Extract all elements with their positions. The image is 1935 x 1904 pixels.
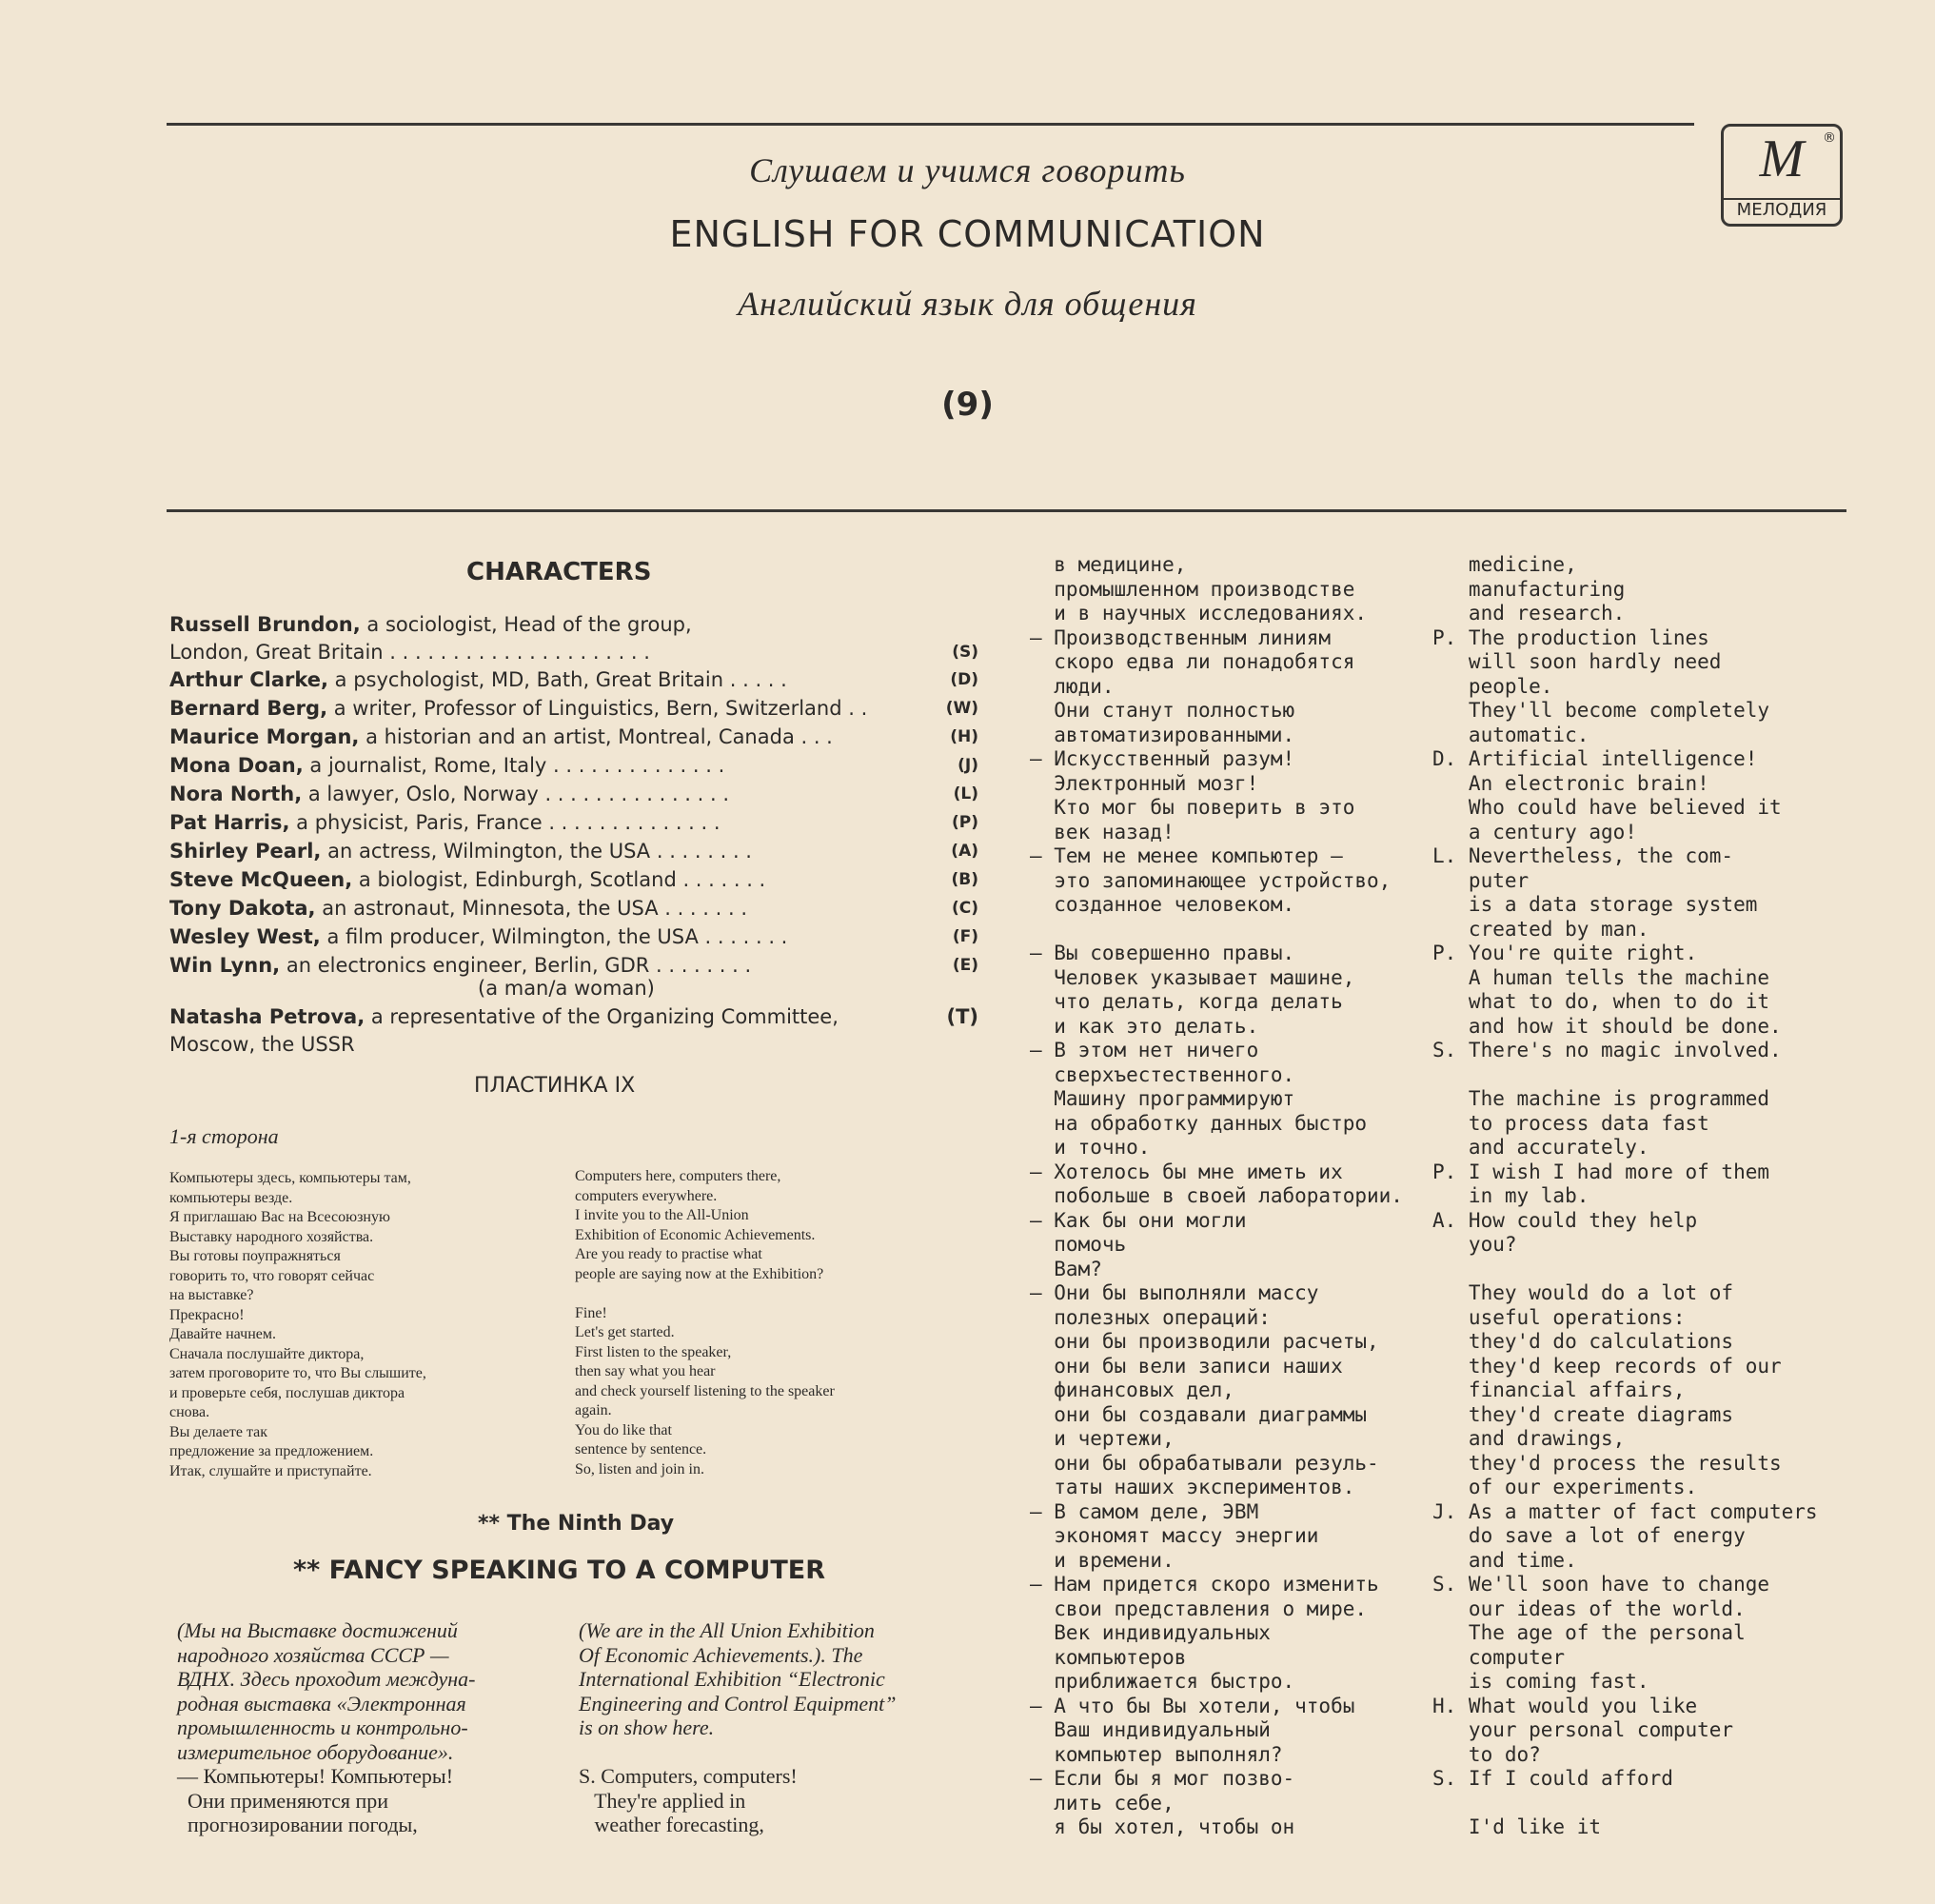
character-name: Natasha Petrova, — [169, 1005, 365, 1028]
character-name: Win Lynn, — [169, 954, 281, 977]
character-desc: a historian and an artist, Montreal, Canada . . . — [365, 725, 833, 748]
character-desc: a representative of the Organizing Committee, — [370, 1005, 839, 1028]
character-name: Shirley Pearl, — [169, 840, 322, 863]
character-desc: a physicist, Paris, France . . . . . . . . . . . . . . — [296, 811, 721, 834]
intro-russian: Компьютеры здесь, компьютеры там, компьютеры везде. Я приглашаю Вас на Всесоюзную Выставку народного хозяйства. Вы готовы поупражняться говорить то, что говорят сейчас на выставке? Прекрасно! Давайте начнем. Сначала послушайте диктора, затем проговорите то, что Вы слышите, и проверьте себя, послушав диктора снова. Вы делаете так предложение за предложением. Итак, слушайте и приступайте. — [169, 1170, 426, 1479]
character-desc: a writer, Professor of Linguistics, Bern, Switzerland . . — [333, 697, 868, 720]
character-row — [169, 752, 978, 780]
character-code: (B) — [951, 870, 978, 889]
character-name: Arthur Clarke, — [169, 668, 328, 691]
intro-english: Computers here, computers there, computers everywhere. I invite you to the All-Union Exhibition of Economic Achievements. Are you ready to practise what people are saying now at the Exhibition? Fine! Let's get started. First listen to the speaker, then say what you hear and check yourself listening to the speaker again. You do like that sentence by sentence. So, listen and join in. — [575, 1168, 835, 1478]
character-row — [169, 866, 978, 894]
character-row — [169, 611, 978, 666]
character-code: (T) — [946, 1005, 978, 1028]
win-lynn-note: (a man/a woman) — [478, 977, 655, 1000]
dialogue-english-start: S. Computers, computers! They're applied in weather forecasting, — [579, 1764, 798, 1836]
setting-russian: (Мы на Выставке достижений народного хозяйства СССР — ВДНХ. Здесь проходит междуна- родная выставка «Электронная промышленность и контрольно- измерительное оборудование». — [177, 1618, 476, 1764]
character-row — [169, 838, 978, 865]
registered-mark: ® — [1823, 130, 1836, 146]
title-russian-bottom: Английский язык для общения — [738, 285, 1197, 323]
character-code: (A) — [951, 842, 978, 861]
record-side: 1-я сторона — [169, 1124, 279, 1148]
melodiya-logo-icon: M — [1759, 129, 1805, 188]
character-desc2: Moscow, the USSR — [169, 1033, 355, 1056]
dialogue-russian-column: в медицине, промышленном производстве и в научных исследованиях. — Производственным линиям скоро едва ли понадобятся люди. Они станут полностью автоматизированными. — Искусственный разум! Электронный мозг! Кто мог бы поверить в это век назад! — Тем не менее компьютер — это запоминающее устройство, созданное человеком. — Вы совершенно правы. Человек указывает машине, что делать, когда делать и как это делать. — В этом нет ничего сверхъестественного. Машину программируют на обработку данных быстро и точно. — Хотелось бы мне иметь их побольше в своей лаборатории. — Как бы они могли помочь Вам? — Они бы выполняли массу полезных операций: они бы производили расчеты, они бы вели записи наших финансовых дел, они бы создавали диаграммы и чертежи, они бы обрабатывали резуль- таты наших экспериментов. — В самом деле, ЭВМ экономят массу энергии и времени. — Нам придется скоро изменить свои представления о мире. Век индивидуальных компьютеров приближается быстро. — А что бы Вы хотели, чтобы Ваш индивидуальный компьютер выполнял? — Если бы я мог позво- лить себе, я бы хотел, чтобы он — [1030, 553, 1403, 1838]
lesson-title: ** FANCY SPEAKING TO A COMPUTER — [293, 1556, 826, 1585]
character-code: (L) — [953, 784, 978, 803]
character-name: Bernard Berg, — [169, 697, 328, 720]
characters-heading: CHARACTERS — [466, 558, 652, 586]
character-code: (H) — [950, 727, 978, 746]
character-natasha — [169, 1003, 978, 1059]
character-name: Nora North, — [169, 783, 303, 805]
character-row — [169, 781, 978, 808]
character-desc2: London, Great Britain . . . . . . . . . . . . . . . . . . . . . — [169, 641, 650, 664]
top-rule — [167, 123, 1694, 126]
dialogue-russian-start: — Компьютеры! Компьютеры! Они применяются при прогнозировании погоды, — [177, 1764, 454, 1836]
character-row — [169, 809, 978, 837]
character-code: (P) — [952, 813, 978, 832]
character-name: Pat Harris, — [169, 811, 290, 834]
character-code: (S) — [952, 643, 978, 662]
character-name: Wesley West, — [169, 925, 321, 948]
character-desc: a sociologist, Head of the group, — [366, 613, 692, 636]
character-code: (W) — [945, 699, 978, 718]
dialogue-english-column: medicine, manufacturing and research. P. The production lines will soon hardly need people. They'll become completely automatic. D. Artificial intelligence! An electronic brain! Who could have believed it a century ago! L. Nevertheless, the com- puter is a data storage system created by man. P. You're quite right. A human tells the machine what to do, when to do it and how it should be done. S. There's no magic involved. The machine is programmed to process data fast and accurately. P. I wish I had more of them in my lab. A. How could they help you? They would do a lot of useful operations: they'd do calculations they'd keep records of our financial affairs, they'd create diagrams and drawings, they'd process the results of our experiments. J. As a matter of fact computers do save a lot of energy and time. S. We'll soon have to change our ideas of the world. The age of the personal computer is coming fast. H. What would you like your personal computer to do? S. If I could afford I'd like it — [1432, 553, 1818, 1838]
character-row — [169, 666, 978, 694]
character-name: Mona Doan, — [169, 754, 304, 777]
character-name: Russell Brundon, — [169, 613, 361, 636]
character-code: (E) — [952, 956, 978, 975]
character-desc: a journalist, Rome, Italy . . . . . . . . . . . . . . — [309, 754, 725, 777]
setting-english: (We are in the All Union Exhibition Of Economic Achievements.). The International Exhibition “Electronic Engineering and Control Equipment” is on show here. — [579, 1618, 897, 1739]
header-bottom-rule — [167, 509, 1846, 512]
part-number: (9) — [941, 386, 994, 424]
character-name: Tony Dakota, — [169, 897, 316, 920]
record-label: ПЛАСТИНКА IX — [474, 1074, 636, 1098]
character-row — [169, 895, 978, 922]
logo-text: МЕЛОДИЯ — [1724, 198, 1840, 220]
character-code: (D) — [950, 670, 978, 689]
character-code: (C) — [951, 899, 978, 918]
character-desc: an actress, Wilmington, the USA . . . . . . . . — [327, 840, 752, 863]
character-row — [169, 952, 978, 980]
title-russian-top: Слушаем и учимся говорить — [749, 151, 1186, 189]
character-desc: a biologist, Edinburgh, Scotland . . . . . . . — [358, 868, 766, 891]
character-desc: a psychologist, MD, Bath, Great Britain . . . . . — [334, 668, 787, 691]
lesson-day: ** The Ninth Day — [478, 1512, 675, 1536]
character-row — [169, 724, 978, 751]
title-english: ENGLISH FOR COMMUNICATION — [669, 213, 1266, 255]
character-row — [169, 923, 978, 951]
character-name: Steve McQueen, — [169, 868, 353, 891]
character-desc: an astronaut, Minnesota, the USA . . . . . . . — [322, 897, 748, 920]
melodiya-logo — [1721, 124, 1843, 227]
character-code: (F) — [952, 927, 978, 946]
character-desc: an electronics engineer, Berlin, GDR . . . . . . . . — [286, 954, 752, 977]
character-row — [169, 695, 978, 723]
character-desc: a lawyer, Oslo, Norway . . . . . . . . . . . . . . . — [307, 783, 730, 805]
character-code: (J) — [958, 756, 978, 775]
character-desc: a film producer, Wilmington, the USA . . . . . . . — [326, 925, 788, 948]
character-name: Maurice Morgan, — [169, 725, 360, 748]
